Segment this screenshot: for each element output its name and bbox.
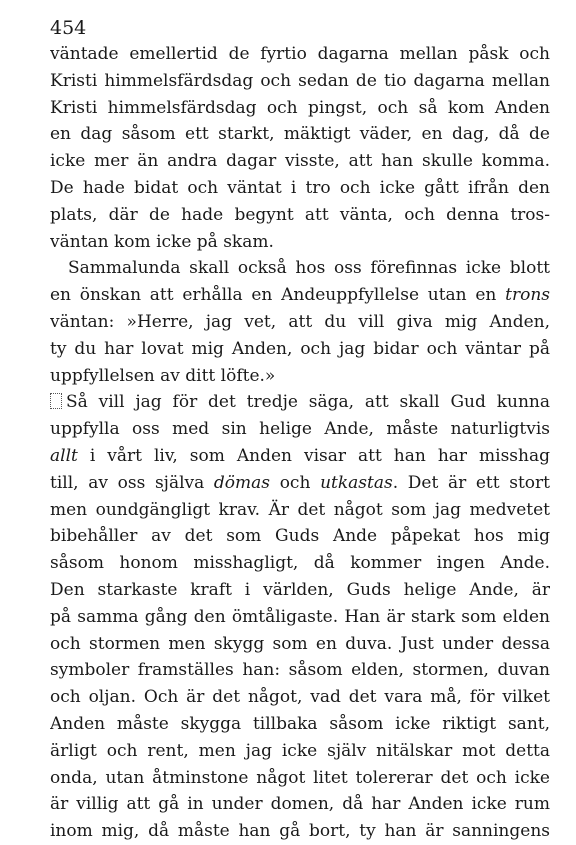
text-line: symboler framställes han: såsom elden, stormen, duvan bbox=[50, 660, 550, 681]
line-text: en önskan att erhålla en Andeuppfyllelse utan en bbox=[50, 285, 506, 306]
emphasis-text: utkastas bbox=[320, 472, 393, 493]
text-line: och oljan. Och är det något, vad det vara må, för vilket bbox=[50, 687, 550, 708]
body-text bbox=[50, 41, 550, 845]
text-line bbox=[50, 389, 550, 416]
text-line: onda, utan åtminstone något litet tolererar det och icke bbox=[50, 767, 550, 788]
emphasis-text: allt bbox=[50, 445, 78, 466]
page-number: 454 bbox=[50, 17, 87, 39]
text-line: ty du har lovat mig Anden, och jag bidar och väntar på bbox=[50, 338, 550, 359]
text-line: uppfylla oss med sin helige Ande, måste naturligtvis bbox=[50, 419, 550, 440]
text-line: Anden måste skygga tillbaka såsom icke riktigt sant, bbox=[50, 713, 550, 734]
text-line: är villig att gå in under domen, då har Anden icke rum bbox=[50, 794, 550, 815]
line-text: Så vill jag för det tredje säga, att skall Gud kunna bbox=[66, 392, 550, 413]
text-line: Den starkaste kraft i världen, Guds helige Ande, är bbox=[50, 579, 550, 600]
text-line: men oundgängligt krav. Är det något som jag medvetet bbox=[50, 499, 550, 520]
margin-marker-icon bbox=[50, 393, 62, 409]
text-line: Sammalunda skall också hos oss förefinnas icke blott bbox=[68, 258, 550, 279]
text-line bbox=[50, 282, 550, 309]
text-line: uppfyllelsen av ditt löfte.» bbox=[50, 365, 276, 386]
text-line: De hade bidat och väntat i tro och icke gått ifrån den bbox=[50, 177, 550, 198]
text-line: på samma gång den ömtåligaste. Han är stark som elden bbox=[50, 606, 550, 627]
text-line: inom mig, då måste han gå bort, ty han är sanningens bbox=[50, 821, 550, 842]
text-line: plats, där de hade begynt att vänta, och denna tros- bbox=[50, 204, 550, 225]
line-text: och bbox=[270, 472, 321, 493]
text-line: och stormen men skygg som en duva. Just under dessa bbox=[50, 633, 550, 654]
text-line: Kristi himmelsfärdsdag och pingst, och så kom Anden bbox=[50, 97, 550, 118]
text-line: väntade emellertid de fyrtio dagarna mellan påsk och bbox=[50, 44, 550, 64]
text-line: väntan: »Herre, jag vet, att du vill giva mig Anden, bbox=[50, 311, 550, 332]
text-line: såsom honom misshagligt, då kommer ingen Ande. bbox=[50, 553, 550, 574]
text-line bbox=[50, 470, 550, 497]
text-line: Kristi himmelsfärdsdag och sedan de tio dagarna mellan bbox=[50, 70, 550, 91]
line-text: . Det är ett stort bbox=[392, 472, 550, 493]
line-text: i vårt liv, som Anden visar att han har misshag bbox=[77, 445, 550, 466]
text-line: bibehåller av det som Guds Ande påpekat hos mig bbox=[50, 526, 550, 547]
emphasis-text: trons bbox=[505, 285, 550, 306]
text-line: icke mer än andra dagar visste, att han skulle komma. bbox=[50, 151, 550, 172]
text-line: ärligt och rent, men jag icke själv nitälskar mot detta bbox=[50, 740, 550, 761]
emphasis-text: dömas bbox=[213, 472, 271, 493]
text-line bbox=[50, 443, 550, 470]
text-line: väntan kom icke på skam. bbox=[50, 231, 274, 252]
line-text: till, av oss själva bbox=[50, 472, 214, 493]
text-line: en dag såsom ett starkt, mäktigt väder, en dag, då de bbox=[50, 124, 550, 145]
